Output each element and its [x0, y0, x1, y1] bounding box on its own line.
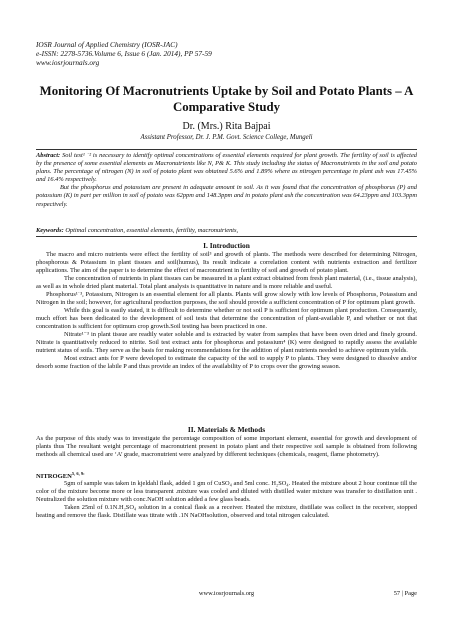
footer-page-number: 57 | Page — [393, 590, 417, 597]
nitrogen-heading-refs: 5, 6, 9: — [71, 471, 85, 476]
section-heading-materials-methods: II. Materials & Methods — [187, 425, 266, 434]
author-affiliation: Assistant Professor, Dr. J. P.M. Govt. Science College, Mungeli — [140, 134, 313, 141]
introduction-body — [36, 251, 417, 371]
keywords-text: Optimal concentration, essential elements, fertility, macronutrients, — [65, 227, 239, 234]
keywords — [36, 227, 417, 235]
intro-paragraph-5: Nitrate¹⁻³ in plant tissue are readily water soluble and is extracted by water from samples that have been oven dried and finely ground. Nitrate is quantitatively reduced to nitrite. Soil test extract ants for phosphorus and potassium⁴ (K) were designed to rapidly assess the available nutrient status of soils. They serve as the basis for making recommendations for the addition of plant nutrients needed to achieve optimum yields. — [36, 331, 417, 354]
materials-methods-body — [36, 435, 417, 459]
section-heading-introduction: I. Introduction — [203, 241, 250, 250]
journal-header — [36, 40, 416, 68]
methods-paragraph-1: As the purpose of this study was to investigate the percentage composition of some important element, essential for growth and development of plants thus The resultant weight percentage of macronutrient present in potato plant and their respective soil sample is obtained from following methods all chemical used are ‘A’ grade, macronutrient were analyzed by different techniques (chemicals, reagent, flame photometry). — [36, 435, 417, 458]
footer-url[interactable]: www.iosrjournals.org — [198, 590, 255, 597]
journal-issn: e-ISSN: 2278-5736.Volume 6, Issue 6 (Jan. 2014), PP 57-59 — [36, 49, 212, 59]
nitrogen-body — [36, 480, 417, 520]
intro-paragraph-4: While this goal is easily stated, it is difficult to determine whether or not soil P is sufficient for optimum plant production. Consequently, much effort has been dedicated to the development of soil tests that determine the concentration of plant-available P, and whether or not that concentration is sufficient for optimum crop growth.Soil testing has been practiced in one. — [36, 307, 417, 330]
intro-paragraph-3: Phosphorus¹˙³, Potassium, Nitrogen is an essential element for all plants. Plants will grow slowly with low levels of Phosphorus, Potassium and Nitrogen in the soil; however, for agricultural production purposes, the soil should provide a sufficient concentration of P for optimum plant growth. — [36, 291, 417, 306]
nitrogen-paragraph-1: 5gm of sample was taken in kjeldahl flask, added 1 gm of CuSO₄ and 5ml conc. H₂SO₄. Heated the mixture about 2 hour continue till the color of the mixture become more or less transparent .mixture was cooled and diluted with distilled water mixture was transfer to distillation unit . Neutralized the solution mixture with conc.NaOH solution added a few glass beads. — [36, 480, 417, 503]
keywords-label: Keywords: — [36, 227, 64, 234]
journal-url[interactable]: www.iosrjournals.org — [36, 58, 100, 68]
abstract — [36, 152, 417, 209]
nitrogen-heading-text: NITROGEN — [36, 473, 72, 481]
abstract-label: Abstract: — [36, 152, 61, 159]
intro-paragraph-2: The concentration of nutrients in plant tissues can be measured in a plant extract obtained from fresh plant material, (i.e., tissue analysis), as well as in whole dried plant material. Total plant analysis is quantitative in nature and is more reliable and useful. — [36, 275, 417, 290]
author-name: Dr. (Mrs.) Rita Bajpai — [182, 121, 271, 132]
intro-paragraph-6: Most extract ants for P were developed to estimate the capacity of the soil to supply P to plants. They were designed to dissolve and/or desorb some fraction of the labile P and thus provide an index of the availability of P to crops over the growing season. — [36, 355, 417, 370]
abstract-paragraph-2: But the phosphorus and potassium are present in adequate amount in soil. As it was found that the concentration of phosphorus (P) and potassium (K) in part per million in soil of potato was 62ppm and 148.3ppm and in potato plant ash the concentration was 64.23ppm and 103.3ppm respectively. — [36, 184, 417, 208]
nitrogen-paragraph-2: Taken 25ml of 0.1N.H₂SO₄ solution in a conical flask as a receiver. Heated the mixture, distillate was collect in the receiver, stopped heating and remove the flask. Distillate was titrate with .1N NaOHsolution, observed and total nitrogen calculated. — [36, 504, 417, 519]
intro-paragraph-1: The macro and micro nutrients were effect the fertility of soil³ and growth of plants. The methods were described for determining Nitrogen, phosphorous & Potassium in plant tissues and soil(humus), Its result indicate a correlation content with nutrients extraction and fertilizer applications. The aim of the paper is to determine the effect of macronutrient in fertility of soil and growth of potato plant. — [36, 251, 417, 274]
abstract-bottom-rule — [36, 236, 417, 237]
abstract-top-rule — [36, 149, 417, 150]
journal-name: IOSR Journal of Applied Chemistry (IOSR-JAC) — [36, 40, 178, 49]
paper-title: Monitoring Of Macronutrients Uptake by Soil and Potato Plants – A Comparative Study — [39, 84, 414, 114]
abstract-paragraph-1: Soil test¹ ˙² is necessary to identify optimal concentrations of essential elements required for plant growth. The fertility of soil is affected by the presence of some essential elements as Macronutrients like N, P& K. This study including the status of Macronutrients in the soil and potato plans. The percentage of nitrogen (N) in soil of potato plant was obtained 5.6% and 1.89% where as nitrogen percentage in plant ash was 17.45% and 16.4% respectively. — [36, 152, 417, 184]
